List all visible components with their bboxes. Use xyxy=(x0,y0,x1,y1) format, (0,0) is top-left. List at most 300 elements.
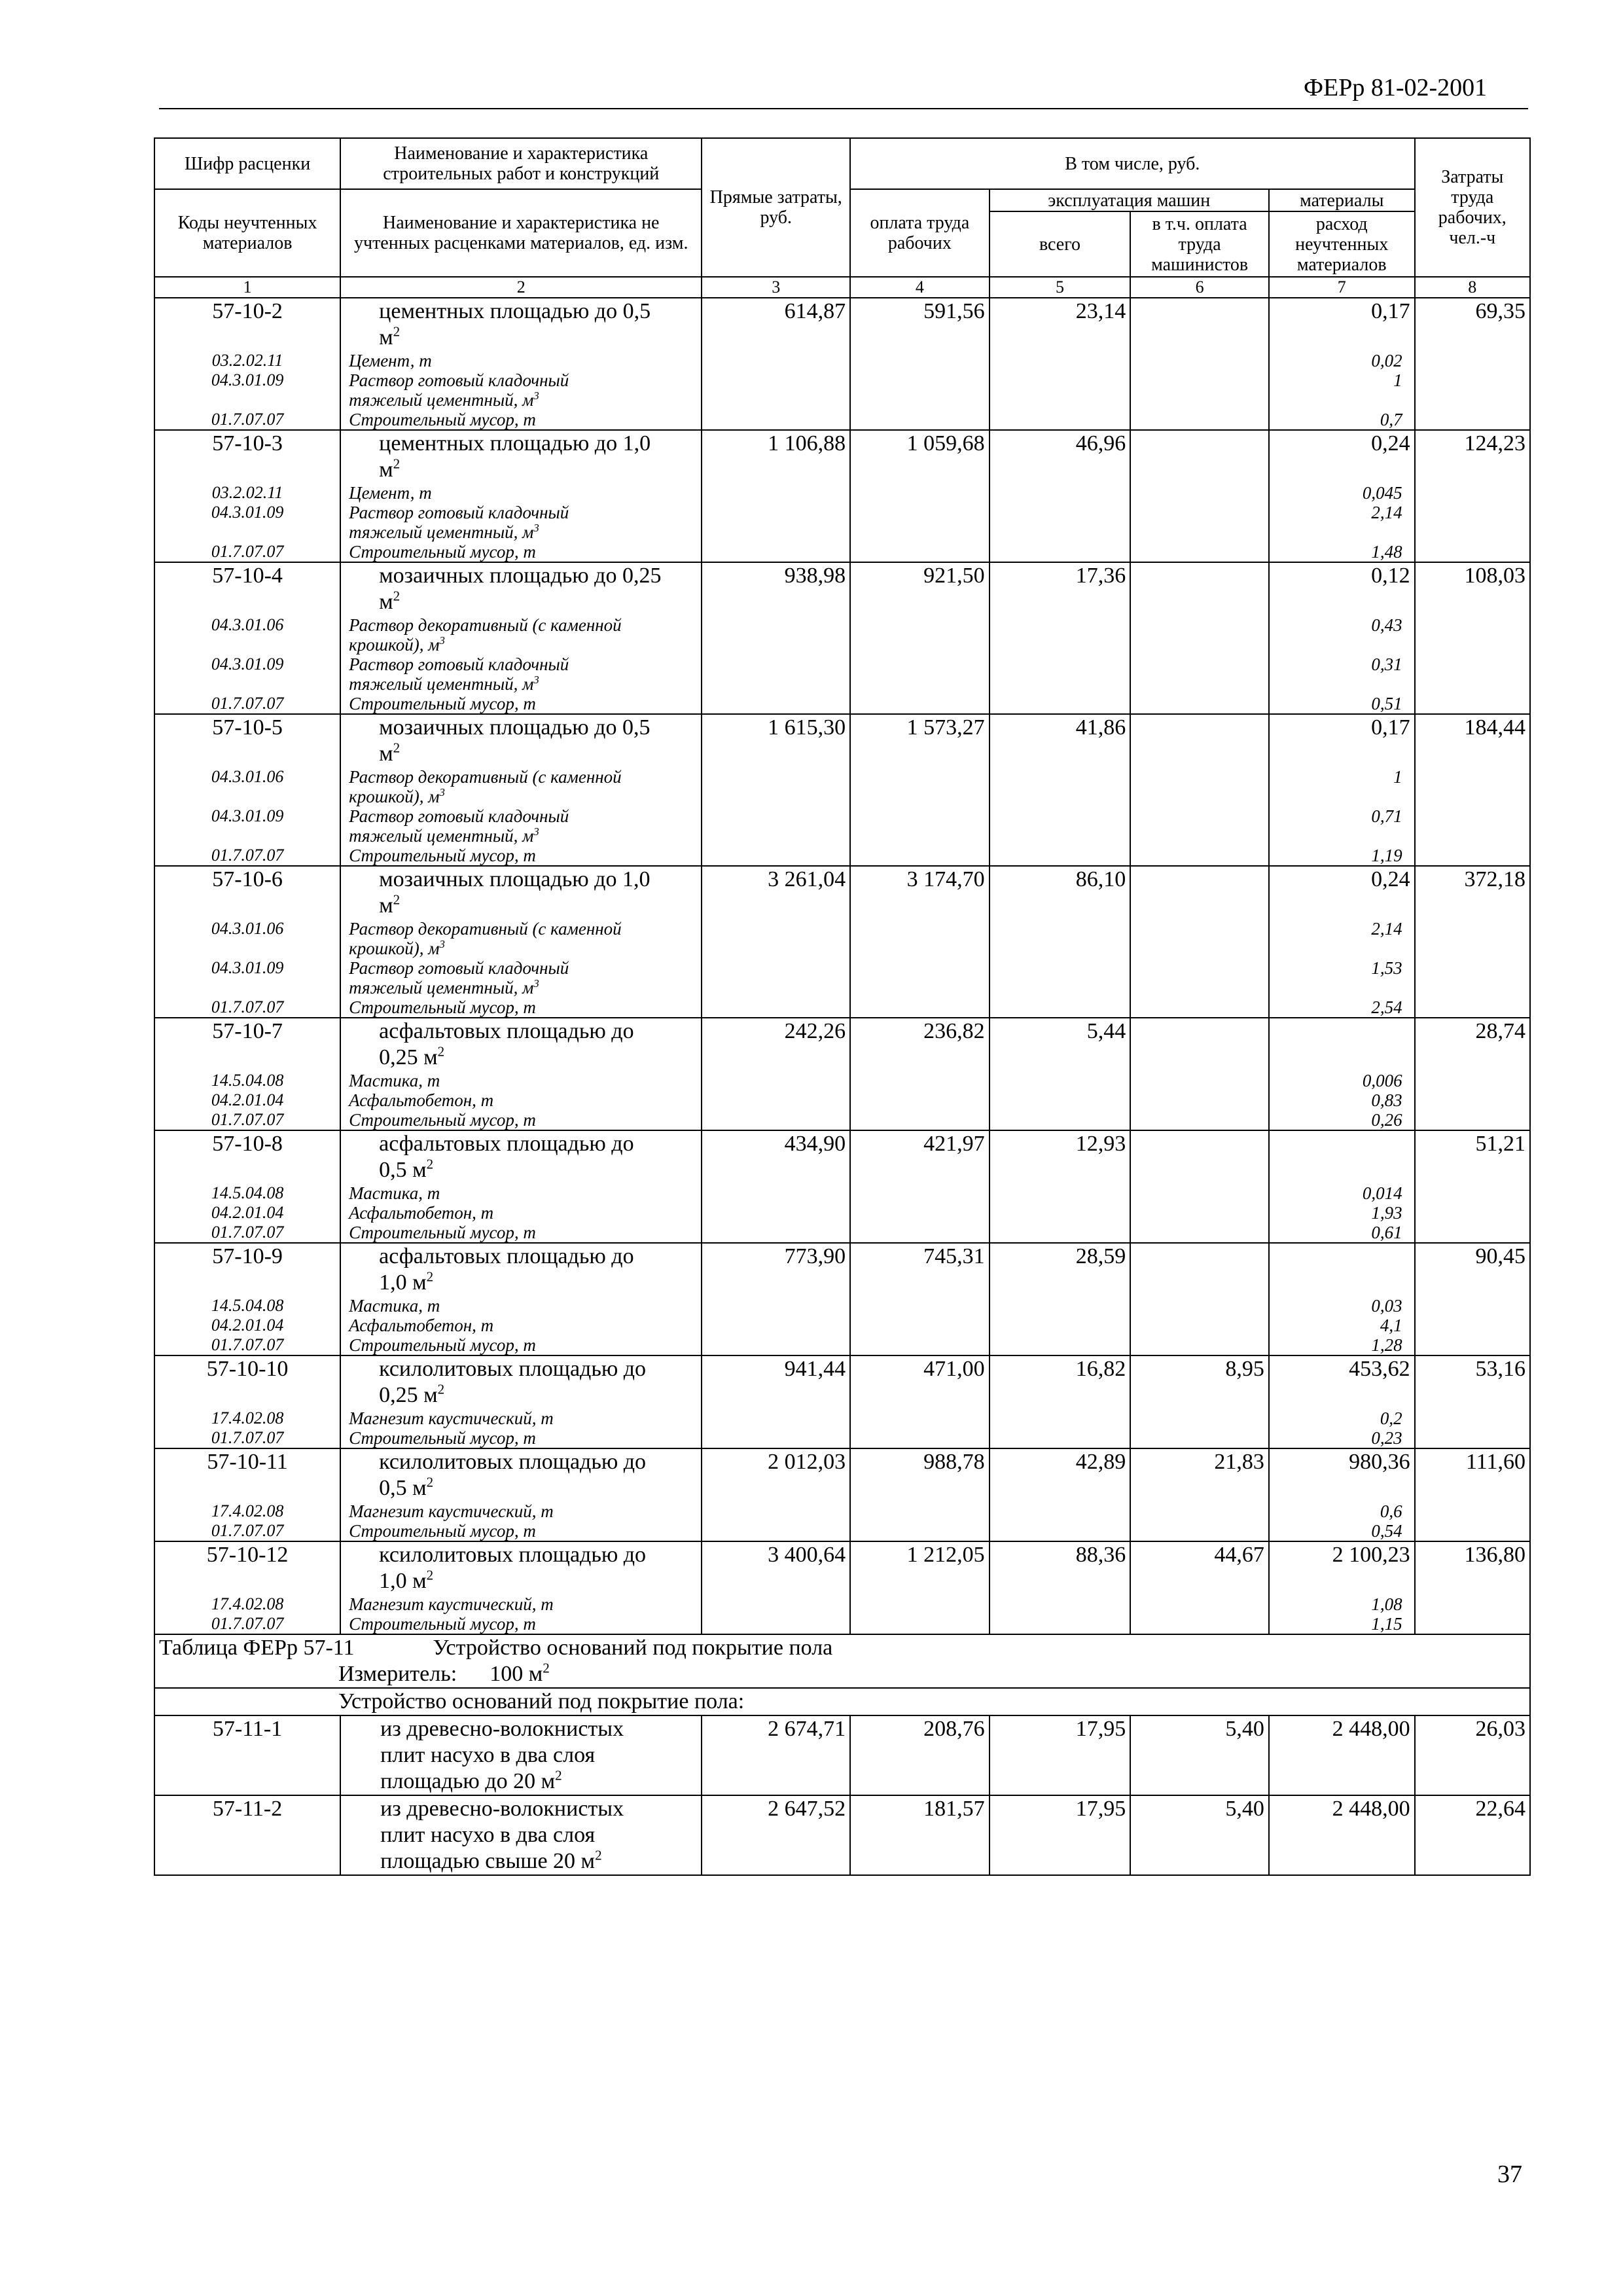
rate-code: 57-10-4 xyxy=(154,562,340,615)
empty-cell xyxy=(1415,1428,1530,1448)
empty-cell xyxy=(850,846,990,866)
material-qty: 0,2 xyxy=(1269,1408,1415,1428)
machines-total: 16,82 xyxy=(990,1355,1131,1408)
material-row xyxy=(154,615,1530,655)
header-machines-total: всего xyxy=(990,211,1131,277)
material-code: 01.7.07.07 xyxy=(154,997,340,1018)
material-name-line1: Цемент, т xyxy=(349,351,432,370)
material-qty: 1,19 xyxy=(1269,846,1415,866)
materials-cost xyxy=(1269,1130,1415,1183)
rate-name-line2: плит насухо в два слоя xyxy=(380,1823,596,1847)
materials-cost: 2 448,00 xyxy=(1269,1715,1415,1795)
material-row xyxy=(154,919,1530,958)
material-code: 04.2.01.04 xyxy=(154,1203,340,1223)
material-name xyxy=(340,615,702,655)
empty-cell xyxy=(1130,806,1269,846)
material-name-line2: крошкой), м xyxy=(349,635,440,655)
empty-cell xyxy=(702,1071,850,1090)
material-name xyxy=(340,846,702,866)
rate-name-text: асфальтовых площадью до xyxy=(379,1019,634,1043)
material-qty: 0,03 xyxy=(1269,1296,1415,1316)
empty-cell xyxy=(990,1183,1131,1203)
empty-cell xyxy=(990,997,1131,1018)
empty-cell xyxy=(850,542,990,562)
machines-total: 17,95 xyxy=(990,1795,1131,1875)
machines-labor xyxy=(1130,430,1269,483)
material-row xyxy=(154,694,1530,714)
material-name xyxy=(340,483,702,503)
empty-cell xyxy=(1415,503,1530,542)
empty-cell xyxy=(702,1521,850,1541)
empty-cell xyxy=(850,615,990,655)
empty-cell xyxy=(1130,1071,1269,1090)
material-name xyxy=(340,1316,702,1335)
empty-cell xyxy=(702,958,850,997)
material-code: 14.5.04.08 xyxy=(154,1183,340,1203)
superscript: 3 xyxy=(533,673,539,686)
empty-cell xyxy=(1415,694,1530,714)
material-name-line1: Раствор декоративный (с каменной xyxy=(349,767,622,787)
material-row xyxy=(154,410,1530,430)
empty-cell xyxy=(702,1183,850,1203)
material-qty: 4,1 xyxy=(1269,1316,1415,1335)
empty-cell xyxy=(990,1614,1131,1634)
rate-code: 57-10-2 xyxy=(154,298,340,351)
empty-cell xyxy=(1130,483,1269,503)
empty-cell xyxy=(1130,1296,1269,1316)
material-code: 01.7.07.07 xyxy=(154,846,340,866)
empty-cell xyxy=(1415,1501,1530,1521)
empty-cell xyxy=(702,694,850,714)
material-name-line1: Мастика, т xyxy=(349,1071,440,1090)
machines-total: 28,59 xyxy=(990,1243,1131,1296)
empty-cell xyxy=(1130,846,1269,866)
rate-row xyxy=(154,1795,1530,1875)
empty-cell xyxy=(702,1614,850,1634)
empty-cell xyxy=(990,1428,1131,1448)
material-row xyxy=(154,1071,1530,1090)
rate-name-text: мозаичных площадью до 0,25 xyxy=(379,564,662,588)
material-name xyxy=(340,1090,702,1110)
labor-pay: 236,82 xyxy=(850,1018,990,1071)
material-row xyxy=(154,806,1530,846)
empty-cell xyxy=(702,370,850,410)
labor-pay: 1 573,27 xyxy=(850,714,990,767)
empty-cell xyxy=(850,1521,990,1541)
material-name xyxy=(340,1335,702,1355)
direct-costs: 2 647,52 xyxy=(702,1795,850,1875)
superscript: 2 xyxy=(393,891,401,908)
material-row xyxy=(154,1594,1530,1614)
rate-name-text: асфальтовых площадью до xyxy=(379,1132,634,1156)
material-qty: 1,48 xyxy=(1269,542,1415,562)
empty-cell xyxy=(1130,919,1269,958)
superscript: 2 xyxy=(426,1474,434,1490)
material-name xyxy=(340,370,702,410)
empty-cell xyxy=(1415,351,1530,370)
superscript: 2 xyxy=(437,1381,445,1397)
machines-labor: 21,83 xyxy=(1130,1448,1269,1501)
material-code: 04.2.01.04 xyxy=(154,1090,340,1110)
material-name-line1: Асфальтобетон, т xyxy=(349,1090,494,1110)
rate-name-line1: из древесно-волокнистых xyxy=(380,1717,624,1741)
col-number: 7 xyxy=(1269,277,1415,298)
rate-row xyxy=(154,714,1530,767)
material-name xyxy=(340,655,702,694)
empty-cell xyxy=(990,1594,1131,1614)
empty-cell xyxy=(990,615,1131,655)
material-code: 04.3.01.09 xyxy=(154,806,340,846)
rate-name-line1: из древесно-волокнистых xyxy=(380,1797,624,1821)
material-name xyxy=(340,1501,702,1521)
material-name-line2: тяжелый цементный, м xyxy=(349,674,534,694)
material-name-line1: Раствор готовый кладочный xyxy=(349,503,569,522)
material-row xyxy=(154,351,1530,370)
empty-cell xyxy=(850,351,990,370)
material-qty: 1,15 xyxy=(1269,1614,1415,1634)
rate-row xyxy=(154,1355,1530,1408)
empty-cell xyxy=(1130,1203,1269,1223)
empty-cell xyxy=(1130,615,1269,655)
rate-name xyxy=(340,866,702,919)
materials-cost: 0,24 xyxy=(1269,866,1415,919)
labor-hours: 111,60 xyxy=(1415,1448,1530,1501)
material-row xyxy=(154,1203,1530,1223)
material-qty: 0,61 xyxy=(1269,1223,1415,1243)
empty-cell xyxy=(850,1408,990,1428)
materials-cost: 0,24 xyxy=(1269,430,1415,483)
material-name-line1: Строительный мусор, т xyxy=(349,846,536,865)
empty-cell xyxy=(1415,919,1530,958)
machines-labor: 44,67 xyxy=(1130,1541,1269,1594)
material-row xyxy=(154,370,1530,410)
empty-cell xyxy=(850,1428,990,1448)
empty-cell xyxy=(1415,483,1530,503)
empty-cell xyxy=(850,1614,990,1634)
labor-hours: 69,35 xyxy=(1415,298,1530,351)
labor-hours: 124,23 xyxy=(1415,430,1530,483)
machines-total: 88,36 xyxy=(990,1541,1131,1594)
material-name xyxy=(340,958,702,997)
labor-pay: 1 212,05 xyxy=(850,1541,990,1594)
materials-cost: 0,12 xyxy=(1269,562,1415,615)
material-code: 04.3.01.06 xyxy=(154,767,340,806)
empty-cell xyxy=(1415,1296,1530,1316)
empty-cell xyxy=(850,1335,990,1355)
machines-total: 23,14 xyxy=(990,298,1131,351)
rate-code: 57-10-3 xyxy=(154,430,340,483)
rate-name xyxy=(340,1448,702,1501)
empty-cell xyxy=(990,1090,1131,1110)
superscript: 2 xyxy=(426,1567,434,1583)
materials-cost: 2 448,00 xyxy=(1269,1795,1415,1875)
direct-costs: 614,87 xyxy=(702,298,850,351)
rate-name xyxy=(340,430,702,483)
material-row xyxy=(154,542,1530,562)
empty-cell xyxy=(850,1223,990,1243)
machines-total: 86,10 xyxy=(990,866,1131,919)
rate-code: 57-10-5 xyxy=(154,714,340,767)
empty-cell xyxy=(1415,767,1530,806)
material-name xyxy=(340,1594,702,1614)
material-qty: 0,7 xyxy=(1269,410,1415,430)
empty-cell xyxy=(850,410,990,430)
material-name xyxy=(340,767,702,806)
material-row xyxy=(154,655,1530,694)
materials-cost: 0,17 xyxy=(1269,298,1415,351)
rate-name-text: ксилолитовых площадью до xyxy=(379,1450,647,1474)
empty-cell xyxy=(702,542,850,562)
superscript: 2 xyxy=(437,1043,445,1060)
rate-name xyxy=(340,714,702,767)
rate-code: 57-10-11 xyxy=(154,1448,340,1501)
material-name xyxy=(340,1408,702,1428)
material-row xyxy=(154,997,1530,1018)
subheading-row xyxy=(154,1688,1530,1715)
material-code: 14.5.04.08 xyxy=(154,1071,340,1090)
empty-cell xyxy=(850,1183,990,1203)
material-name-line1: Раствор декоративный (с каменной xyxy=(349,615,622,635)
empty-cell xyxy=(702,1335,850,1355)
rate-name-text: мозаичных площадью до 0,5 xyxy=(379,715,651,740)
empty-cell xyxy=(1130,655,1269,694)
material-code: 17.4.02.08 xyxy=(154,1594,340,1614)
empty-cell xyxy=(1130,1521,1269,1541)
material-code: 04.2.01.04 xyxy=(154,1316,340,1335)
labor-pay: 471,00 xyxy=(850,1355,990,1408)
materials-cost: 453,62 xyxy=(1269,1355,1415,1408)
empty-cell xyxy=(1415,1110,1530,1130)
machines-labor xyxy=(1130,866,1269,919)
direct-costs: 2 674,71 xyxy=(702,1715,850,1795)
col-number: 6 xyxy=(1130,277,1269,298)
empty-cell xyxy=(702,1408,850,1428)
rate-name-text: ксилолитовых площадью до xyxy=(379,1543,647,1567)
material-name-line1: Строительный мусор, т xyxy=(349,410,536,429)
empty-cell xyxy=(1130,351,1269,370)
rate-name xyxy=(340,1243,702,1296)
material-name xyxy=(340,503,702,542)
empty-cell xyxy=(990,370,1131,410)
labor-hours: 51,21 xyxy=(1415,1130,1530,1183)
empty-cell xyxy=(990,503,1131,542)
empty-cell xyxy=(990,351,1131,370)
empty-cell xyxy=(1130,1594,1269,1614)
machines-total: 41,86 xyxy=(990,714,1131,767)
material-qty: 0,6 xyxy=(1269,1501,1415,1521)
direct-costs: 938,98 xyxy=(702,562,850,615)
empty-cell xyxy=(850,997,990,1018)
empty-cell xyxy=(1415,615,1530,655)
machines-labor xyxy=(1130,1243,1269,1296)
header-materials-sub: расход неучтенных материалов xyxy=(1269,211,1415,277)
labor-pay: 988,78 xyxy=(850,1448,990,1501)
material-qty: 0,23 xyxy=(1269,1428,1415,1448)
material-row xyxy=(154,483,1530,503)
machines-total: 46,96 xyxy=(990,430,1131,483)
empty-cell xyxy=(1130,1614,1269,1634)
material-code: 01.7.07.07 xyxy=(154,1223,340,1243)
material-code: 17.4.02.08 xyxy=(154,1408,340,1428)
material-code: 04.3.01.09 xyxy=(154,958,340,997)
rate-row xyxy=(154,430,1530,483)
empty-cell xyxy=(990,1071,1131,1090)
material-code: 17.4.02.08 xyxy=(154,1501,340,1521)
materials-cost: 980,36 xyxy=(1269,1448,1415,1501)
section-title xyxy=(154,1634,1530,1661)
material-qty: 0,31 xyxy=(1269,655,1415,694)
empty-cell xyxy=(702,351,850,370)
labor-pay: 181,57 xyxy=(850,1795,990,1875)
empty-cell xyxy=(1130,694,1269,714)
material-qty: 0,43 xyxy=(1269,615,1415,655)
empty-cell xyxy=(990,1296,1131,1316)
empty-cell xyxy=(1415,655,1530,694)
rate-code: 57-10-7 xyxy=(154,1018,340,1071)
empty-cell xyxy=(702,997,850,1018)
rate-unit: м xyxy=(379,893,393,918)
materials-cost xyxy=(1269,1243,1415,1296)
material-name xyxy=(340,1110,702,1130)
labor-pay: 921,50 xyxy=(850,562,990,615)
empty-cell xyxy=(1130,1408,1269,1428)
machines-labor xyxy=(1130,714,1269,767)
material-qty: 0,045 xyxy=(1269,483,1415,503)
rate-unit: м xyxy=(379,742,393,766)
material-name xyxy=(340,1521,702,1541)
direct-costs: 3 400,64 xyxy=(702,1541,850,1594)
empty-cell xyxy=(702,846,850,866)
material-name-line1: Раствор готовый кладочный xyxy=(349,655,569,674)
empty-cell xyxy=(1130,542,1269,562)
empty-cell xyxy=(1130,767,1269,806)
material-code: 03.2.02.11 xyxy=(154,351,340,370)
material-name-line1: Строительный мусор, т xyxy=(349,694,536,713)
direct-costs: 3 261,04 xyxy=(702,866,850,919)
empty-cell xyxy=(702,483,850,503)
materials-cost xyxy=(1269,1018,1415,1071)
empty-cell xyxy=(1130,997,1269,1018)
material-name xyxy=(340,542,702,562)
material-qty: 0,014 xyxy=(1269,1183,1415,1203)
empty-cell xyxy=(702,1110,850,1130)
material-name xyxy=(340,351,702,370)
header-labor-costs: Затраты труда рабочих, чел.-ч xyxy=(1415,138,1530,277)
material-qty: 1,53 xyxy=(1269,958,1415,997)
material-name xyxy=(340,694,702,714)
rate-code: 57-10-8 xyxy=(154,1130,340,1183)
rates-body xyxy=(154,298,1530,1875)
empty-cell xyxy=(990,958,1131,997)
empty-cell xyxy=(1130,1428,1269,1448)
empty-cell xyxy=(1415,958,1530,997)
machines-total: 17,36 xyxy=(990,562,1131,615)
machines-total: 17,95 xyxy=(990,1715,1131,1795)
material-code: 01.7.07.07 xyxy=(154,1110,340,1130)
empty-cell xyxy=(1415,1614,1530,1634)
header-col1-top: Шифр расценки xyxy=(154,138,340,189)
header-col1-bottom: Коды неучтенных материалов xyxy=(154,189,340,277)
rate-code: 57-11-1 xyxy=(154,1715,340,1795)
material-qty: 0,71 xyxy=(1269,806,1415,846)
rate-unit: м xyxy=(379,457,393,482)
material-name-line1: Строительный мусор, т xyxy=(349,1428,536,1448)
empty-cell xyxy=(702,615,850,655)
rate-name xyxy=(340,1355,702,1408)
rate-name xyxy=(340,1541,702,1594)
material-row xyxy=(154,1521,1530,1541)
empty-cell xyxy=(702,1223,850,1243)
superscript: 3 xyxy=(533,389,539,402)
section-table-number: Таблица ФЕРр 57-11 xyxy=(159,1636,355,1660)
material-code: 04.3.01.06 xyxy=(154,919,340,958)
meter-label: Измеритель: xyxy=(338,1662,457,1686)
superscript: 2 xyxy=(543,1660,550,1676)
material-row xyxy=(154,1335,1530,1355)
material-code: 01.7.07.07 xyxy=(154,1521,340,1541)
material-qty: 0,83 xyxy=(1269,1090,1415,1110)
empty-cell xyxy=(850,1316,990,1335)
empty-cell xyxy=(1130,503,1269,542)
material-name xyxy=(340,1071,702,1090)
rate-code: 57-10-12 xyxy=(154,1541,340,1594)
empty-cell xyxy=(850,483,990,503)
direct-costs: 941,44 xyxy=(702,1355,850,1408)
machines-labor: 8,95 xyxy=(1130,1355,1269,1408)
col-number: 4 xyxy=(850,277,990,298)
empty-cell xyxy=(990,919,1131,958)
material-qty: 0,51 xyxy=(1269,694,1415,714)
rate-row xyxy=(154,1541,1530,1594)
material-name-line1: Мастика, т xyxy=(349,1183,440,1203)
material-code: 01.7.07.07 xyxy=(154,1428,340,1448)
rate-row xyxy=(154,1018,1530,1071)
empty-cell xyxy=(1415,1594,1530,1614)
header-materials: материалы xyxy=(1269,189,1415,211)
rate-name-text: цементных площадью до 0,5 xyxy=(379,299,651,323)
superscript: 3 xyxy=(533,977,539,990)
empty-cell xyxy=(1415,806,1530,846)
rate-code: 57-10-10 xyxy=(154,1355,340,1408)
material-row xyxy=(154,958,1530,997)
material-row xyxy=(154,1110,1530,1130)
material-name-line1: Магнезит каустический, т xyxy=(349,1408,554,1428)
empty-cell xyxy=(990,846,1131,866)
empty-cell xyxy=(1130,1110,1269,1130)
rate-unit: 0,5 м xyxy=(379,1476,427,1500)
empty-cell xyxy=(702,1090,850,1110)
superscript: 3 xyxy=(439,634,445,647)
material-qty: 2,54 xyxy=(1269,997,1415,1018)
material-code: 04.3.01.09 xyxy=(154,370,340,410)
labor-hours: 136,80 xyxy=(1415,1541,1530,1594)
material-qty: 1 xyxy=(1269,767,1415,806)
empty-cell xyxy=(990,1501,1131,1521)
machines-labor: 5,40 xyxy=(1130,1715,1269,1795)
empty-cell xyxy=(990,655,1131,694)
empty-cell xyxy=(1415,410,1530,430)
empty-cell xyxy=(1415,1071,1530,1090)
labor-pay: 1 059,68 xyxy=(850,430,990,483)
empty-cell xyxy=(850,655,990,694)
material-code: 04.3.01.09 xyxy=(154,503,340,542)
material-row xyxy=(154,1223,1530,1243)
direct-costs: 773,90 xyxy=(702,1243,850,1296)
material-name-line1: Раствор готовый кладочный xyxy=(349,806,569,826)
empty-cell xyxy=(850,1203,990,1223)
header-machines: эксплуатация машин xyxy=(990,189,1269,211)
material-row xyxy=(154,767,1530,806)
